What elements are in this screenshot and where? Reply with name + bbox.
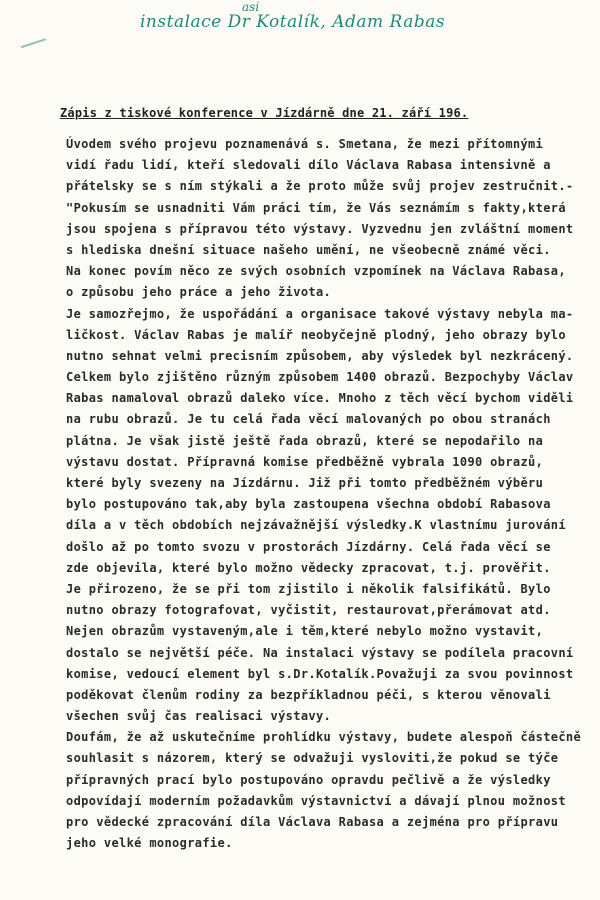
text-line: které byly svezeny na Jízdárnu. Již při tomto předběžném výběru bbox=[66, 476, 544, 490]
text-line: Úvodem svého projevu poznamenává s. Smetana, že mezi přítomnými bbox=[66, 137, 544, 151]
text-line: Nejen obrazům vystaveným,ale i těm,které nebylo možno vystavit, bbox=[66, 624, 544, 639]
text-line: souhlasit s názorem, který se odvažuji vysloviti,že pokud se týče bbox=[66, 751, 559, 766]
text-line: nutno sehnat velmi precisním způsobem, aby výsledek byl nezkrácený. bbox=[66, 348, 574, 363]
text-line: Je samozřejmo, že uspořádání a organisace takové výstavy nebyla ma- bbox=[66, 306, 574, 321]
text-line: o způsobu jeho práce a jeho života. bbox=[66, 285, 332, 300]
text-line: "Pokusím se usnadniti Vám práci tím, že Vás seznámím s fakty,která bbox=[66, 200, 566, 215]
text-line: Doufám, že až uskutečníme prohlídku výstavy, budete alespoň částečně bbox=[66, 730, 582, 745]
text-line: plátna. Je však jistě ještě řada obrazů, které se nepodařilo na bbox=[66, 433, 544, 448]
document-heading: Zápis z tiskové konference v Jízdárně dne 21. září 196. bbox=[60, 106, 469, 120]
text-line: jsou spojena s přípravou této výstavy. Vyzvednu jen zvláštní moment bbox=[66, 221, 574, 236]
text-line: bylo postupováno tak,aby byla zastoupena všechna období Rabasova bbox=[66, 497, 551, 512]
text-line: díla a v těch obdobích nejzávažnější výsledky.K vlastnímu jurování bbox=[66, 518, 566, 533]
text-line: odpovídají moderním požadavkům výstavnictví a dávají plnou možnost bbox=[66, 793, 566, 808]
text-line: vidí řadu lidí, kteří sledovali dílo Václava Rabasa intensivně a bbox=[66, 158, 551, 173]
text-line: jeho velké monografie. bbox=[66, 836, 233, 851]
text-line: komise, vedoucí element byl s.Dr.Kotalík.Považuji za svou povinnost bbox=[66, 666, 574, 681]
text-line: pro vědecké zpracování díla Václava Rabasa a zejména pro přípravu bbox=[66, 815, 559, 829]
text-line: všechen svůj čas realisaci výstavy. bbox=[66, 709, 332, 724]
text-line: poděkovat členům rodiny za bezpříkladnou péči, s kterou věnovali bbox=[66, 687, 551, 702]
text-line: Rabas namaloval obrazů daleko více. Mnoho z těch věcí bychom viděli bbox=[66, 391, 574, 406]
text-line: Je přirozeno, že se při tom zjistilo i několik falsifikátů. Bylo bbox=[66, 581, 551, 596]
text-line: s hlediska dnešní situace našeho umění, ne všeobecně známé věci. bbox=[66, 242, 551, 257]
text-line: Na konec povím něco ze svých osobních vzpomínek na Václava Rabasa, bbox=[66, 264, 566, 279]
text-line: Celkem bylo zjištěno různým způsobem 1400 obrazů. Bezpochyby Václav bbox=[66, 370, 574, 385]
text-line: došlo až po tomto svozu v prostorách Jízdárny. Celá řada věcí se bbox=[66, 539, 551, 554]
document-body bbox=[66, 134, 600, 854]
text-line: nutno obrazy fotografovat, vyčistit, restaurovat,přerámovat atd. bbox=[66, 603, 551, 618]
margin-pen-mark bbox=[21, 38, 49, 57]
text-line: výstavu dostat. Přípravná komise předběžně vybrala 1090 obrazů, bbox=[66, 454, 544, 469]
text-line: na rubu obrazů. Je tu celá řada věcí malovaných po obou stranách bbox=[66, 412, 551, 427]
text-line: dostalo se největší péče. Na instalaci výstavy se podílela pracovní bbox=[66, 645, 574, 660]
text-line: ličkost. Václav Rabas je malíř neobyčejně plodný, jeho obrazy bylo bbox=[66, 327, 566, 342]
text-line: přípravných prací bylo postupováno opravdu pečlivě a že výsledky bbox=[66, 772, 551, 787]
text-line: zde objevila, které bylo možno vědecky zpracovat, t.j. prověřit. bbox=[66, 560, 551, 575]
handwritten-insertion: asi bbox=[242, 0, 260, 14]
handwritten-annotation: instalace Dr Kotalík, Adam Rabas bbox=[140, 12, 446, 32]
text-line: přátelsky se s ním stýkali a že proto může svůj projev zestručnit.- bbox=[66, 179, 574, 194]
